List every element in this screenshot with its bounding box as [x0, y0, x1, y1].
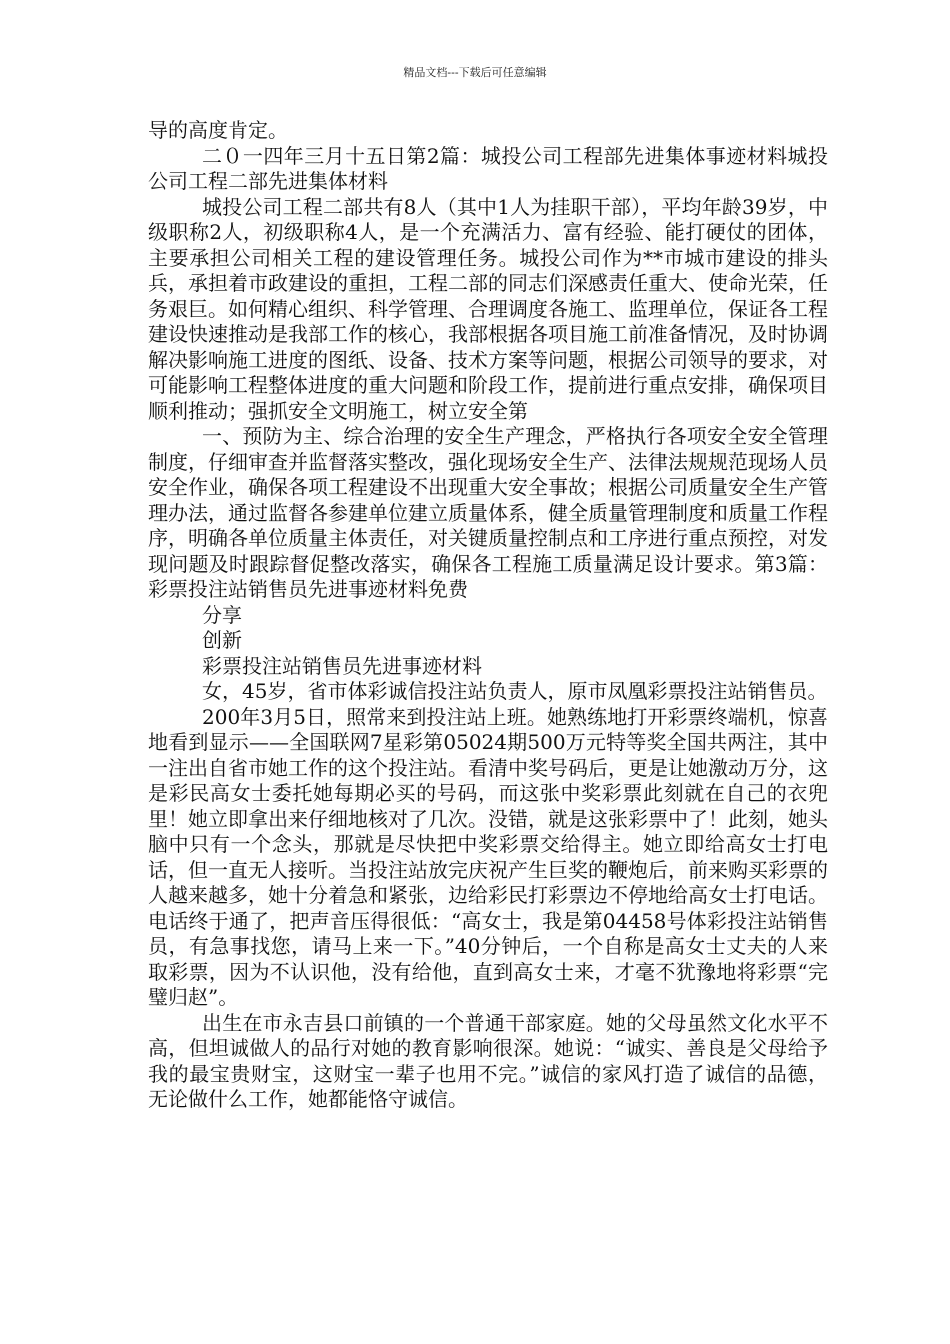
paragraph-4: 一、预防为主、综合治理的安全生产理念，严格执行各项安全安全管理制度，仔细审查并监督落实整改，强化现场安全生产、法律法规规范现场人员安全作业，确保各项工程建设不出现重大安全事故；根据公司质量安全生产管理办法，通过监督各参建单位建立质量体系，健全质量管理制度和质量工作程序，明确各单位质量主体责任，对关键质量控制点和工序进行重点预控，对发现问题及时跟踪督促整改落实，确保各工程施工质量满足设计要求。第3篇：彩票投注站销售员先进事迹材料免费 [148, 424, 828, 601]
paragraph-share: 分享 [202, 602, 242, 627]
paragraph-family: 出生在市永吉县口前镇的一个普通干部家庭。她的父母虽然文化水平不高，但坦诚做人的品行对她的教育影响很深。她说：“诚实、善良是父母给予我的最宝贵财宝，这财宝一辈子也用不完。”诚信的家风打造了诚信的品德，无论做什么工作，她都能恪守诚信。 [148, 1010, 828, 1111]
paragraph-profile: 女，45岁，省市体彩诚信投注站负责人，原市凤凰彩票投注站销售员。 [202, 679, 828, 703]
document-body [148, 118, 828, 1113]
paragraph-2: 二０一四年三月十五日第2篇：城投公司工程部先进集体事迹材料城投公司工程二部先进集体材料 [148, 143, 828, 193]
paragraph-story: 200年3月5日，照常来到投注站上班。她熟练地打开彩票终端机，惊喜地看到显示——全国联网7星彩第05024期500万元特等奖全国共两注，其中一注出自省市她工作的这个投注站。看清中奖号码后，更是让她激动万分，这是彩民高女士委托她每期必买的号码，而这张中奖彩票此刻就在自己的衣兜里！她立即拿出来仔细地核对了几次。没错，就是这张彩票中了！此刻，她头脑中只有一个念头，那就是尽快把中奖彩票交给得主。她立即给高女士打电话，但一直无人接听。当投注站放完庆祝产生巨奖的鞭炮后，前来购买彩票的人越来越多，她十分着急和紧张，边给彩民打彩票边不停地给高女士打电话。电话终于通了，把声音压得很低：“高女士，我是第04458号体彩投注站销售员，有急事找您，请马上来一下。”40分钟后，一个自称是高女士丈夫的人来取彩票，因为不认识他，没有给他，直到高女士来，才毫不犹豫地将彩票“完璧归赵”。 [148, 704, 828, 1009]
paragraph-innovation: 创新 [202, 628, 242, 652]
paragraph-3: 城投公司工程二部共有8人（其中1人为挂职干部），平均年龄39岁，中级职称2人，初级职称4人，是一个充满活力、富有经验、能打硬仗的团体，主要承担公司相关工程的建设管理任务。城投公司作为**市城市建设的排头兵，承担着市政建设的重担，工程二部的同志们深感责任重大、使命光荣，任务艰巨。如何精心组织、科学管理、合理调度各施工、监理单位，保证各工程建设快速推动是我部工作的核心，我部根据各项目施工前准备情况，及时协调解决影响施工进度的图纸、设备、技术方案等问题，根据公司领导的要求，对可能影响工程整体进度的重大问题和阶段工作，提前进行重点安排，确保项目顺利推动；强抓安全文明施工，树立安全第 [148, 194, 828, 423]
subheading-lottery: 彩票投注站销售员先进事迹材料 [202, 653, 482, 678]
paragraph-1: 导的高度肯定。 [148, 118, 288, 142]
page-header: 精品文档---下载后可任意编辑 [403, 66, 547, 79]
